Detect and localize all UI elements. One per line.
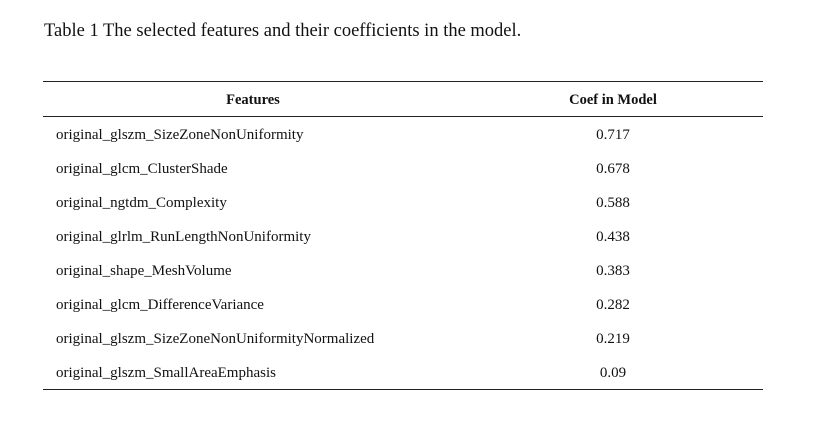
coef-cell: 0.282	[596, 297, 630, 313]
table-bottom-rule	[43, 389, 763, 390]
table-header-row	[43, 82, 763, 117]
table-row	[43, 151, 763, 185]
table-row	[43, 117, 763, 151]
coef-cell: 0.219	[596, 331, 630, 347]
table-row	[43, 185, 763, 219]
coef-cell: 0.588	[596, 195, 630, 211]
feature-cell: original_glszm_SmallAreaEmphasis	[56, 365, 276, 381]
table-caption: Table 1 The selected features and their coefficients in the model.	[44, 21, 522, 41]
coef-cell: 0.09	[599, 365, 627, 381]
features-table	[43, 81, 763, 390]
feature-cell: original_glcm_ClusterShade	[56, 161, 228, 177]
features-column-header: Features	[226, 92, 280, 108]
table-body	[43, 117, 763, 389]
coef-cell: 0.717	[596, 127, 630, 143]
table-row	[43, 355, 763, 389]
feature-cell: original_glcm_DifferenceVariance	[56, 297, 264, 313]
feature-cell: original_shape_MeshVolume	[56, 263, 232, 279]
table-row	[43, 321, 763, 355]
coef-cell: 0.438	[596, 229, 630, 245]
feature-cell: original_ngtdm_Complexity	[56, 195, 227, 211]
feature-cell: original_glszm_SizeZoneNonUniformity	[56, 127, 304, 143]
coef-column-header: Coef in Model	[569, 92, 657, 108]
table-row	[43, 287, 763, 321]
feature-cell: original_glszm_SizeZoneNonUniformityNormalized	[56, 331, 375, 347]
coef-cell: 0.678	[596, 161, 630, 177]
feature-cell: original_glrlm_RunLengthNonUniformity	[56, 229, 311, 245]
table-row	[43, 253, 763, 287]
table-row	[43, 219, 763, 253]
coef-cell: 0.383	[596, 263, 630, 279]
